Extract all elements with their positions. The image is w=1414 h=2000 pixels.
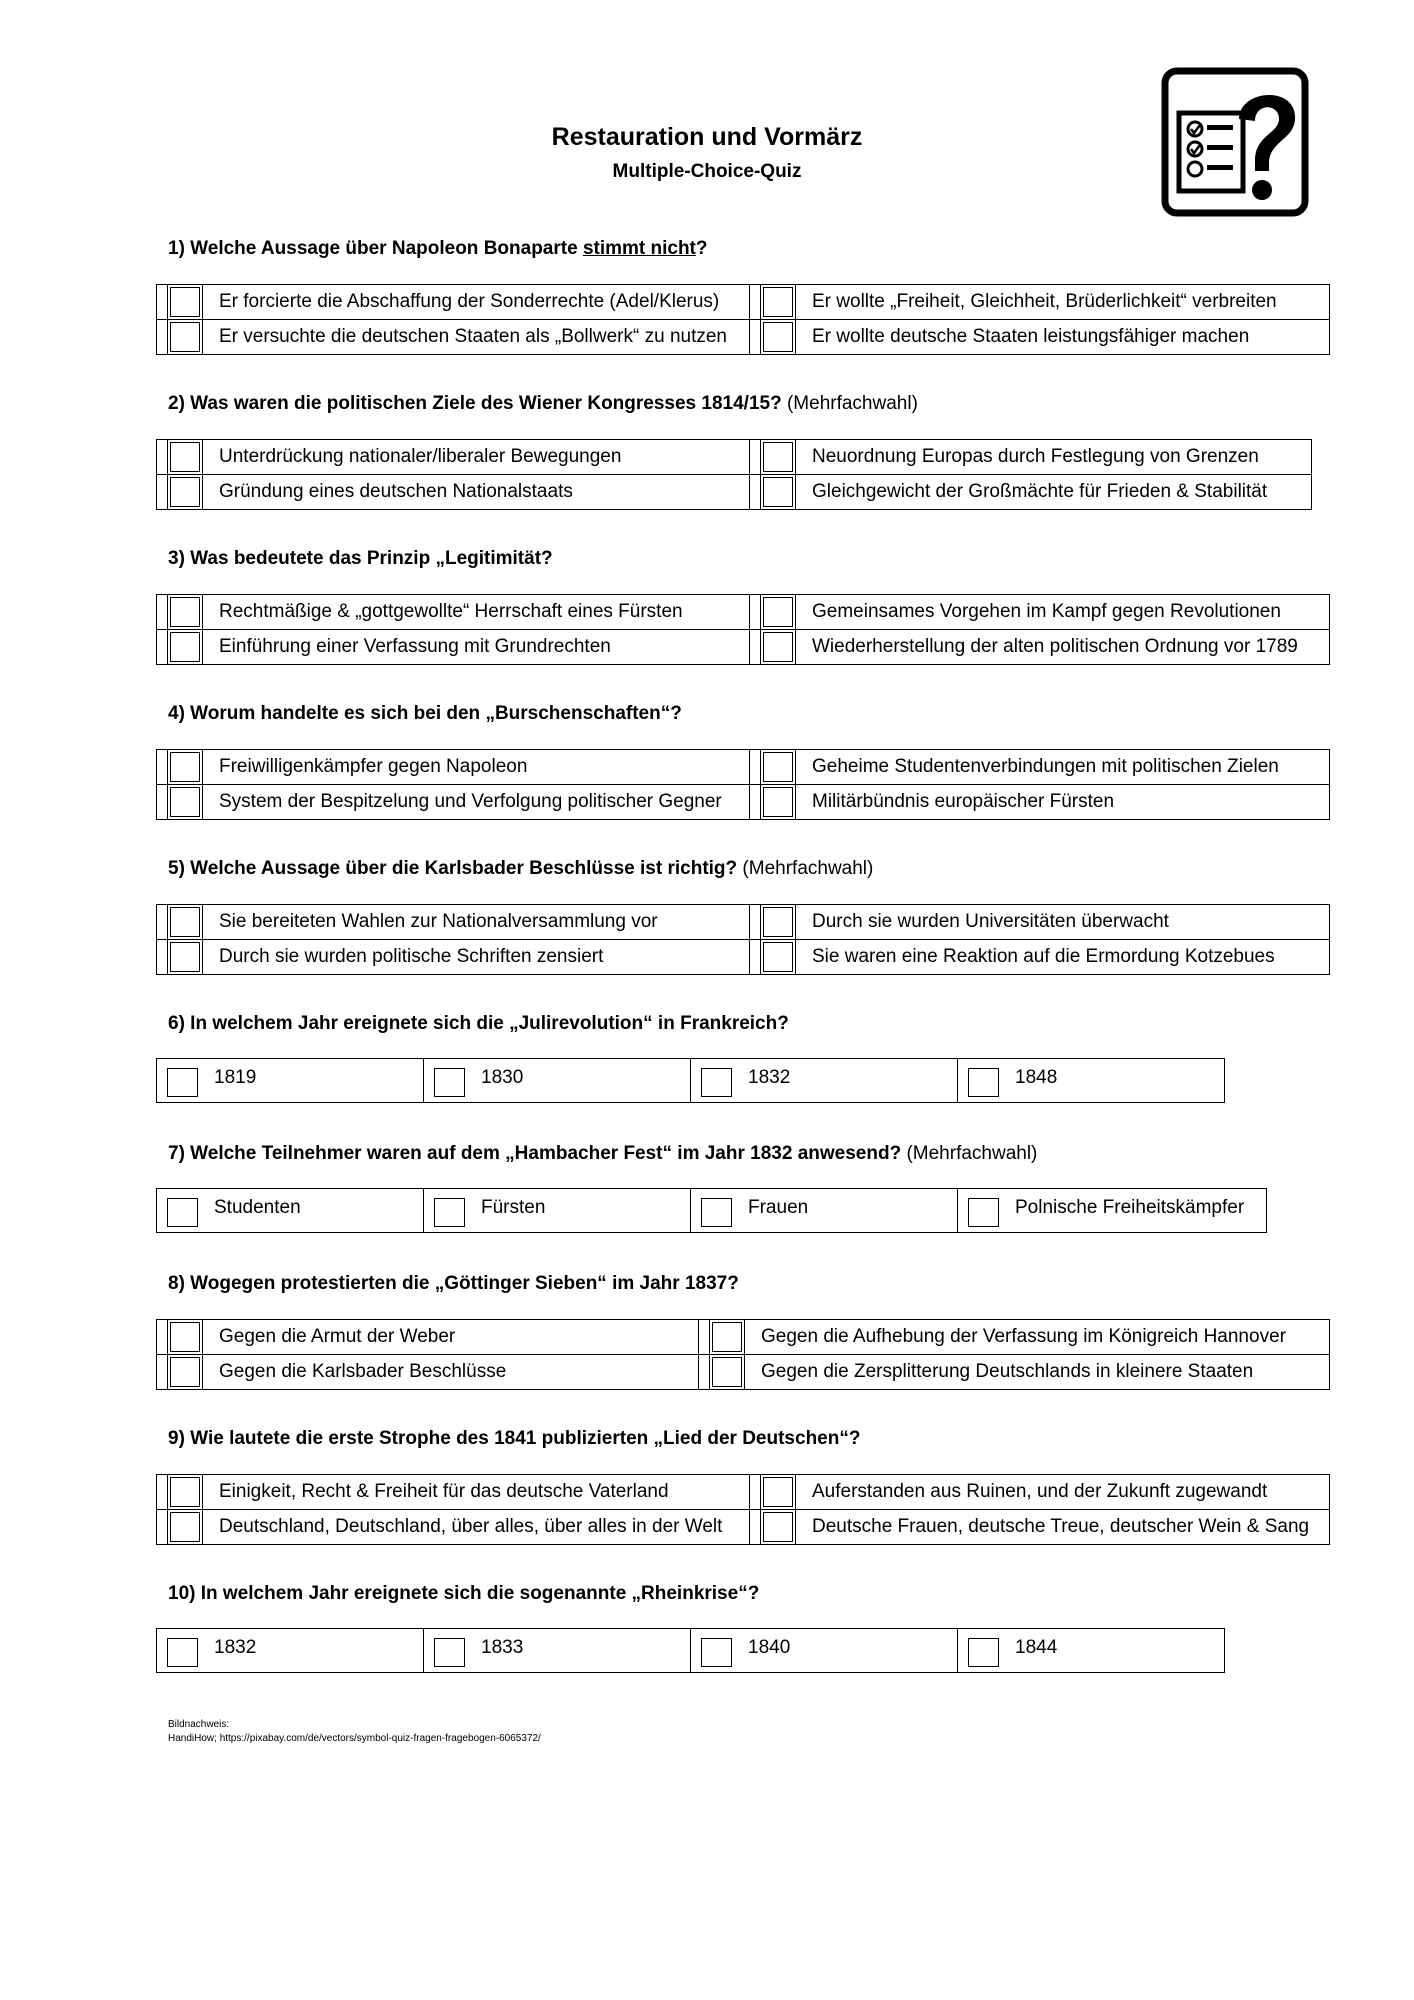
- option-label: Studenten: [214, 1197, 301, 1218]
- checkbox[interactable]: [763, 787, 793, 817]
- options-table-5: [156, 904, 1330, 975]
- option-label: Deutsche Frauen, deutsche Treue, deutscher Wein & Sang: [796, 1510, 1330, 1545]
- checkbox[interactable]: [968, 1068, 999, 1097]
- checkbox[interactable]: [763, 907, 793, 937]
- checkbox[interactable]: [170, 1512, 200, 1542]
- option-label: Er forcierte die Abschaffung der Sonderrechte (Adel/Klerus): [203, 285, 750, 320]
- question-1: [168, 238, 708, 260]
- checkbox[interactable]: [763, 287, 793, 317]
- option-label: Fürsten: [481, 1197, 546, 1218]
- option-label: 1830: [481, 1067, 524, 1088]
- checkbox[interactable]: [170, 597, 200, 627]
- option-label: Einführung einer Verfassung mit Grundrechten: [203, 630, 750, 665]
- option-label: 1819: [214, 1067, 257, 1088]
- checkbox[interactable]: [170, 632, 200, 662]
- checkbox[interactable]: [763, 322, 793, 352]
- option-label: Er wollte „Freiheit, Gleichheit, Brüderlichkeit“ verbreiten: [796, 285, 1330, 320]
- checkbox[interactable]: [170, 1357, 200, 1387]
- question-2: [168, 393, 918, 415]
- option-label: 1844: [1015, 1637, 1058, 1658]
- option-label: Gemeinsames Vorgehen im Kampf gegen Revolutionen: [796, 595, 1330, 630]
- checkbox[interactable]: [712, 1357, 742, 1387]
- options-table-3: [156, 594, 1330, 665]
- checkbox[interactable]: [170, 322, 200, 352]
- question-text: 2) Was waren die politischen Ziele des Wiener Kongresses 1814/15?: [168, 393, 782, 414]
- question-text: 3) Was bedeutete das Prinzip „Legitimität?: [168, 548, 553, 569]
- checkbox[interactable]: [170, 787, 200, 817]
- option-label: Gleichgewicht der Großmächte für Frieden & Stabilität: [796, 475, 1312, 510]
- options-table-6: [156, 1058, 1225, 1103]
- checkbox[interactable]: [701, 1638, 732, 1667]
- option-label: 1840: [748, 1637, 791, 1658]
- checkbox[interactable]: [763, 632, 793, 662]
- options-table-9: [156, 1474, 1330, 1545]
- image-credit: [168, 1718, 541, 1746]
- checkbox[interactable]: [968, 1638, 999, 1667]
- checkbox[interactable]: [763, 442, 793, 472]
- checkbox[interactable]: [170, 1322, 200, 1352]
- question-note: (Mehrfachwahl): [781, 393, 918, 414]
- question-9: [168, 1428, 860, 1450]
- checkbox[interactable]: [763, 1512, 793, 1542]
- checkbox[interactable]: [167, 1198, 198, 1227]
- question-text-end: ?: [695, 238, 708, 259]
- page-subtitle: Multiple-Choice-Quiz: [612, 161, 802, 182]
- option-label: Freiwilligenkämpfer gegen Napoleon: [203, 750, 750, 785]
- question-text: 5) Welche Aussage über die Karlsbader Beschlüsse ist richtig?: [168, 858, 738, 879]
- option-label: 1832: [214, 1637, 257, 1658]
- question-text: 4) Worum handelte es sich bei den „Burschenschaften“?: [168, 703, 682, 724]
- checkbox[interactable]: [170, 442, 200, 472]
- option-label: System der Bespitzelung und Verfolgung politischer Gegner: [203, 785, 750, 820]
- question-text: 10) In welchem Jahr ereignete sich die sogenannte „Rheinkrise“?: [168, 1583, 760, 1604]
- question-5: [168, 858, 873, 880]
- checkbox[interactable]: [170, 752, 200, 782]
- question-6: [168, 1013, 789, 1035]
- checkbox[interactable]: [170, 907, 200, 937]
- checkbox[interactable]: [968, 1198, 999, 1227]
- option-label: Gegen die Karlsbader Beschlüsse: [203, 1355, 699, 1390]
- option-label: Unterdrückung nationaler/liberaler Bewegungen: [203, 440, 750, 475]
- option-label: Er versuchte die deutschen Staaten als „Bollwerk“ zu nutzen: [203, 320, 750, 355]
- checkbox[interactable]: [434, 1638, 465, 1667]
- option-label: 1832: [748, 1067, 791, 1088]
- option-label: Polnische Freiheitskämpfer: [1015, 1197, 1245, 1218]
- checkbox[interactable]: [170, 477, 200, 507]
- checkbox[interactable]: [763, 597, 793, 627]
- question-note: (Mehrfachwahl): [737, 858, 874, 879]
- question-note: (Mehrfachwahl): [901, 1143, 1038, 1164]
- option-label: 1848: [1015, 1067, 1058, 1088]
- option-label: Neuordnung Europas durch Festlegung von Grenzen: [796, 440, 1312, 475]
- checkbox[interactable]: [170, 942, 200, 972]
- options-table-4: [156, 749, 1330, 820]
- question-8: [168, 1273, 739, 1295]
- credit-label: Bildnachweis:: [168, 1719, 230, 1730]
- option-label: Einigkeit, Recht & Freiheit für das deutsche Vaterland: [203, 1475, 750, 1510]
- question-text: 1) Welche Aussage über Napoleon Bonaparte: [168, 238, 583, 259]
- options-table-1: [156, 284, 1330, 355]
- option-label: Er wollte deutsche Staaten leistungsfähiger machen: [796, 320, 1330, 355]
- options-table-10: [156, 1628, 1225, 1673]
- question-7: [168, 1143, 1037, 1165]
- question-text: 6) In welchem Jahr ereignete sich die „Julirevolution“ in Frankreich?: [168, 1013, 789, 1034]
- option-label: Auferstanden aus Ruinen, und der Zukunft zugewandt: [796, 1475, 1330, 1510]
- page-title: Restauration und Vormärz: [551, 123, 863, 151]
- question-emphasis: stimmt nicht: [582, 238, 696, 259]
- option-label: 1833: [481, 1637, 524, 1658]
- credit-source: HandiHow; https://pixabay.com/de/vectors/symbol-quiz-fragen-fragebogen-6065372/: [168, 1733, 541, 1744]
- option-label: Gegen die Aufhebung der Verfassung im Königreich Hannover: [745, 1320, 1330, 1355]
- options-table-2: [156, 439, 1312, 510]
- checkbox[interactable]: [712, 1322, 742, 1352]
- option-label: Gegen die Armut der Weber: [203, 1320, 699, 1355]
- option-label: Deutschland, Deutschland, über alles, über alles in der Welt: [203, 1510, 750, 1545]
- checkbox[interactable]: [701, 1068, 732, 1097]
- option-label: Gegen die Zersplitterung Deutschlands in kleinere Staaten: [745, 1355, 1330, 1390]
- checkbox[interactable]: [170, 287, 200, 317]
- question-text: 8) Wogegen protestierten die „Göttinger Sieben“ im Jahr 1837?: [168, 1273, 739, 1294]
- options-table-8: [156, 1319, 1330, 1390]
- checkbox[interactable]: [167, 1638, 198, 1667]
- option-label: Rechtmäßige & „gottgewollte“ Herrschaft eines Fürsten: [203, 595, 750, 630]
- option-label: Sie waren eine Reaktion auf die Ermordung Kotzebues: [796, 940, 1330, 975]
- checkbox[interactable]: [763, 752, 793, 782]
- question-4: [168, 703, 682, 725]
- option-label: Wiederherstellung der alten politischen Ordnung vor 1789: [796, 630, 1330, 665]
- checkbox[interactable]: [763, 942, 793, 972]
- option-label: Gründung eines deutschen Nationalstaats: [203, 475, 750, 510]
- option-label: Militärbündnis europäischer Fürsten: [796, 785, 1330, 820]
- checkbox[interactable]: [170, 1477, 200, 1507]
- checkbox[interactable]: [434, 1198, 465, 1227]
- checkbox[interactable]: [434, 1068, 465, 1097]
- checkbox[interactable]: [763, 1477, 793, 1507]
- question-10: [168, 1583, 759, 1605]
- option-label: Geheime Studentenverbindungen mit politischen Zielen: [796, 750, 1330, 785]
- checkbox[interactable]: [701, 1198, 732, 1227]
- question-text: 7) Welche Teilnehmer waren auf dem „Hambacher Fest“ im Jahr 1832 anwesend?: [168, 1143, 902, 1164]
- checkbox[interactable]: [167, 1068, 198, 1097]
- checkbox[interactable]: [763, 477, 793, 507]
- option-label: Frauen: [748, 1197, 809, 1218]
- option-label: Durch sie wurden politische Schriften zensiert: [203, 940, 750, 975]
- options-table-7: [156, 1188, 1267, 1233]
- question-text: 9) Wie lautete die erste Strophe des 1841 publizierten „Lied der Deutschen“?: [168, 1428, 861, 1449]
- option-label: Durch sie wurden Universitäten überwacht: [796, 905, 1330, 940]
- option-label: Sie bereiteten Wahlen zur Nationalversammlung vor: [203, 905, 750, 940]
- question-3: [168, 548, 553, 570]
